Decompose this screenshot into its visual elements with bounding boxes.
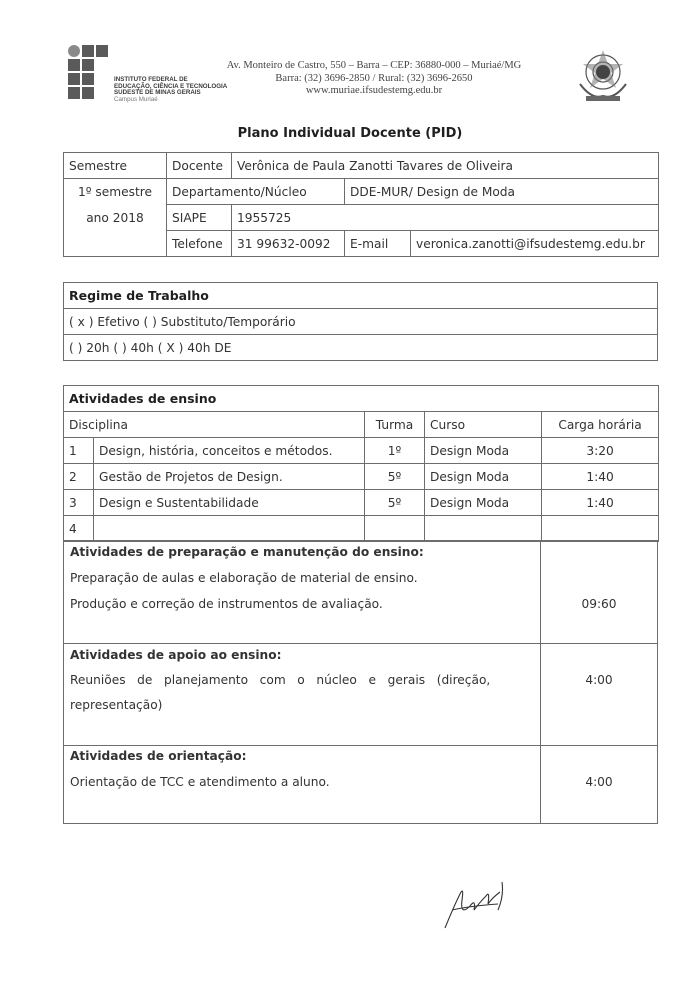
orientacao-carga: 4:00 — [585, 775, 613, 789]
apoio-line-1: Reuniões de planejamento com o núcleo e gerais (direção, — [70, 673, 491, 687]
row-curso: Design Moda — [425, 490, 542, 516]
semestre-value: 1º semestre — [64, 179, 167, 205]
institution-name: INSTITUTO FEDERAL DE EDUCAÇÃO, CIÊNCIA E TECNOLOGIA SUDESTE DE MINAS GERAIS Campus Muriaé — [114, 76, 228, 103]
table-row — [64, 438, 659, 464]
orientacao-line-1: Orientação de TCC e atendimento a aluno. — [70, 775, 330, 789]
regime-vinculo: ( x ) Efetivo ( ) Substituto/Temporário — [64, 309, 658, 335]
section-divider — [63, 745, 658, 746]
preparacao-line-1: Preparação de aulas e elaboração de material de ensino. — [70, 571, 418, 585]
siape-label: SIAPE — [167, 205, 232, 231]
table-row — [64, 490, 659, 516]
email-label: E-mail — [345, 231, 411, 257]
row-disciplina: Design e Sustentabilidade — [94, 490, 365, 516]
row-carga: 1:40 — [542, 490, 659, 516]
preparacao-line-2: Produção e correção de instrumentos de avaliação. — [70, 597, 383, 611]
apoio-title: Atividades de apoio ao ensino: — [70, 648, 282, 662]
row-disciplina: Design, história, conceitos e métodos. — [94, 438, 365, 464]
institution-logo — [68, 45, 112, 105]
row-carga: 3:20 — [542, 438, 659, 464]
orientacao-title: Atividades de orientação: — [70, 749, 247, 763]
departamento-value: DDE-MUR/ Design de Moda — [345, 179, 659, 205]
siape-value: 1955725 — [232, 205, 659, 231]
address-block: Av. Monteiro de Castro, 550 – Barra – CEP: 36880-000 – Muriaé/MG Barra: (32) 3696-2850 / Rural: (32) 3696-2650 www.muriae.ifsudestemg.edu.br — [226, 60, 522, 96]
handwritten-signature — [440, 876, 510, 936]
row-number: 4 — [64, 516, 94, 542]
apoio-line-2: representação) — [70, 698, 163, 712]
ano-value: ano 2018 — [64, 205, 167, 231]
row-curso: Design Moda — [425, 438, 542, 464]
row-carga: 1:40 — [542, 464, 659, 490]
empty-cell — [64, 231, 167, 257]
row-turma — [365, 516, 425, 542]
docente-value: Verônica de Paula Zanotti Tavares de Oliveira — [232, 153, 659, 179]
email-value: veronica.zanotti@ifsudestemg.edu.br — [411, 231, 659, 257]
telefone-value: 31 99632-0092 — [232, 231, 345, 257]
campus-name: Campus Muriaé — [114, 95, 158, 103]
ensino-title: Atividades de ensino — [64, 386, 659, 412]
docente-label: Docente — [167, 153, 232, 179]
row-disciplina: Gestão de Projetos de Design. — [94, 464, 365, 490]
identification-table — [63, 152, 659, 257]
row-turma: 1º — [365, 438, 425, 464]
table-row — [64, 464, 659, 490]
row-curso — [425, 516, 542, 542]
semestre-label: Semestre — [64, 153, 167, 179]
brazil-coat-of-arms-icon — [572, 46, 634, 106]
departamento-label: Departamento/Núcleo — [167, 179, 345, 205]
row-number: 3 — [64, 490, 94, 516]
regime-title: Regime de Trabalho — [64, 283, 658, 309]
preparacao-title: Atividades de preparação e manutenção do ensino: — [70, 545, 424, 559]
row-carga — [542, 516, 659, 542]
preparacao-carga: 09:60 — [581, 597, 617, 611]
header-curso: Curso — [425, 412, 542, 438]
header-carga: Carga horária — [542, 412, 659, 438]
header-turma: Turma — [365, 412, 425, 438]
apoio-carga: 4:00 — [585, 673, 613, 687]
row-curso: Design Moda — [425, 464, 542, 490]
regime-carga: ( ) 20h ( ) 40h ( X ) 40h DE — [64, 335, 658, 361]
row-number: 2 — [64, 464, 94, 490]
table-row — [64, 516, 659, 542]
regime-table — [63, 282, 658, 361]
row-turma: 5º — [365, 464, 425, 490]
row-disciplina — [94, 516, 365, 542]
row-number: 1 — [64, 438, 94, 464]
section-divider — [63, 643, 658, 644]
row-turma: 5º — [365, 490, 425, 516]
telefone-label: Telefone — [167, 231, 232, 257]
ensino-table — [63, 385, 659, 542]
document-title: Plano Individual Docente (PID) — [237, 126, 463, 141]
header-disciplina: Disciplina — [64, 412, 365, 438]
